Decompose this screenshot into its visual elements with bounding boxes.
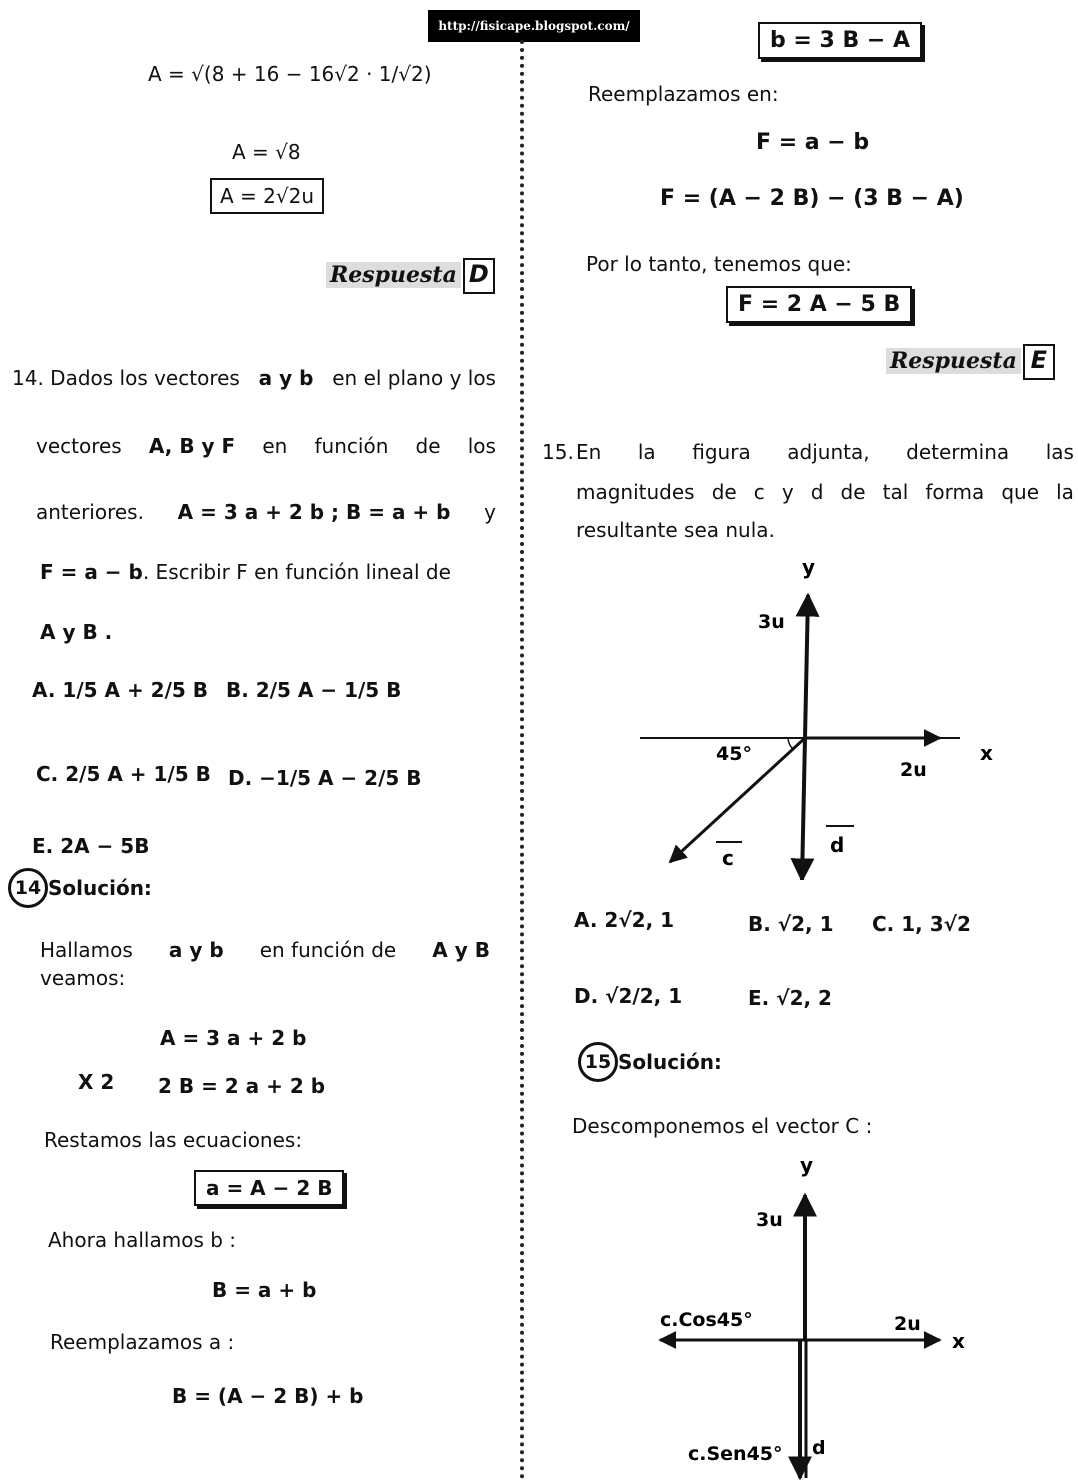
- hallamos-vecs: a y b: [168, 938, 224, 962]
- p15-option-b: B. √2, 1: [748, 912, 834, 936]
- p14-line3-eqs: A = 3 a + 2 b ; B = a + b: [177, 500, 451, 524]
- vector-3u: [805, 595, 808, 738]
- veamos: veamos:: [40, 966, 126, 990]
- eq-A: A = 3 a + 2 b: [160, 1026, 307, 1050]
- p15-word: En: [576, 440, 602, 464]
- eq-B-sub: B = (A − 2 B) + b: [172, 1384, 364, 1408]
- ahora-hallamos: Ahora hallamos b :: [48, 1228, 237, 1252]
- hallamos-line: [40, 938, 490, 962]
- fig2-sen-label: c.Sen45°: [688, 1443, 783, 1465]
- p15-word: de: [840, 480, 866, 504]
- p15-line3: resultante sea nula.: [576, 518, 775, 542]
- p14-line2-left: vectores: [36, 434, 122, 458]
- p15-number: 15.: [542, 440, 574, 464]
- vector-d: [802, 738, 805, 880]
- p14-line3-y: y: [484, 500, 496, 524]
- vector-figure-2: [640, 1150, 980, 1480]
- reemplazamos-en: Reemplazamos en:: [588, 82, 779, 106]
- hallamos-ab: A y B: [432, 938, 490, 962]
- p15-option-c: C. 1, 3√2: [872, 912, 971, 936]
- fig1-2u-label: 2u: [900, 759, 927, 781]
- p14-line5: A y B .: [40, 620, 113, 644]
- fig1-d-label: d: [830, 833, 845, 857]
- p15-word: y: [781, 480, 794, 504]
- p14-option-b: B. 2/5 A − 1/5 B: [226, 678, 402, 702]
- p15-word: determina: [906, 440, 1010, 464]
- por-lo-tanto: Por lo tanto, tenemos que:: [586, 252, 852, 276]
- respuesta-label: Respuesta: [326, 262, 461, 288]
- respuesta-e: [886, 344, 1055, 380]
- solution-14-number: 14: [8, 868, 48, 908]
- p14-line1: [12, 366, 496, 390]
- p14-option-a: A. 1/5 A + 2/5 B: [32, 678, 209, 702]
- p15-word: magnitudes: [576, 480, 695, 504]
- solution-15-heading: [578, 1042, 722, 1082]
- p14-option-c: C. 2/5 A + 1/5 B: [36, 762, 211, 786]
- p14-line3: [36, 500, 496, 524]
- eq-F: F = a − b: [756, 130, 870, 155]
- p14-line4: [40, 560, 451, 584]
- p15-line2: [576, 480, 1074, 504]
- p15-word: tal: [882, 480, 909, 504]
- eq-sqrt: A = √(8 + 16 − 16√2 · 1/√2): [148, 62, 432, 86]
- reemplazamos-a: Reemplazamos a :: [50, 1330, 235, 1354]
- p15-word: c: [753, 480, 765, 504]
- eq-b: b = 3 B − A: [770, 28, 911, 53]
- eq-a-sqrt8: A = √8: [232, 140, 301, 164]
- header-url: http://fisicape.blogspot.com/: [438, 19, 630, 33]
- p14-line2-mid: en: [262, 434, 288, 458]
- p14-line2-func: función: [314, 434, 389, 458]
- fig1-3u-label: 3u: [758, 611, 785, 633]
- eq-F-result: F = 2 A − 5 B: [738, 292, 901, 317]
- p14-line2-los: los: [467, 434, 496, 458]
- fig1-x-label: x: [980, 741, 993, 765]
- eq-F-box: [726, 286, 912, 323]
- fig1-c-label: c: [722, 846, 734, 870]
- p14-line3-left: anteriores.: [36, 500, 144, 524]
- angle-arc: [788, 738, 794, 750]
- fig1-angle-label: 45°: [716, 743, 752, 765]
- fig2-cos-label: c.Cos45°: [660, 1309, 753, 1331]
- p14-line2-vectors: A, B y F: [148, 434, 236, 458]
- hallamos-prefix: Hallamos: [40, 938, 133, 962]
- eq-B-sum: B = a + b: [212, 1278, 317, 1302]
- respuesta-label: Respuesta: [886, 348, 1021, 374]
- restamos: Restamos las ecuaciones:: [44, 1128, 303, 1152]
- p14-line4-eq: F = a − b: [40, 560, 143, 584]
- solution-15-number: 15: [578, 1042, 618, 1082]
- p15-option-e: E. √2, 2: [748, 986, 832, 1010]
- vector-figure-1: [630, 550, 1010, 880]
- p14-option-d: D. −1/5 A − 2/5 B: [228, 766, 422, 790]
- respuesta-d: [326, 258, 495, 294]
- eq-F-sub: F = (A − 2 B) − (3 B − A): [660, 186, 964, 211]
- p14-line1-suffix: en el plano y los: [332, 366, 496, 390]
- p15-option-d: D. √2/2, 1: [574, 984, 683, 1008]
- p15-word: la: [1056, 480, 1074, 504]
- fig2-x-label: x: [952, 1329, 965, 1353]
- p14-option-e: E. 2A − 5B: [32, 834, 150, 858]
- p15-word: la: [637, 440, 656, 464]
- p15-word: adjunta,: [787, 440, 870, 464]
- p15-word: las: [1045, 440, 1074, 464]
- eq-a-box: [194, 1170, 344, 1206]
- p14-line1-prefix: 14. Dados los vectores: [12, 366, 240, 390]
- p14-line4-text: . Escribir F en función lineal de: [142, 560, 451, 584]
- p14-line2: [36, 434, 496, 458]
- solution-14-heading: [8, 868, 152, 908]
- solution-15-label: Solución:: [618, 1050, 722, 1074]
- p15-word: d: [810, 480, 824, 504]
- eq-b-box: [758, 22, 922, 59]
- descomponemos: Descomponemos el vector C :: [572, 1114, 873, 1138]
- fig2-d-label: d: [812, 1437, 826, 1459]
- times-two: X 2: [78, 1070, 115, 1094]
- p15-word: figura: [692, 440, 751, 464]
- p15-option-a: A. 2√2, 1: [574, 908, 675, 932]
- eq-a: a = A − 2 B: [206, 1176, 333, 1200]
- fig2-y-label: y: [800, 1153, 814, 1177]
- p14-line1-vectors: a y b: [258, 366, 314, 390]
- column-divider: [520, 40, 524, 1480]
- fig1-y-label: y: [802, 555, 816, 579]
- fig2-3u-label: 3u: [756, 1209, 783, 1231]
- eq-2B: 2 B = 2 a + 2 b: [158, 1074, 326, 1098]
- eq-result-box: [210, 178, 324, 214]
- p15-word: de: [711, 480, 737, 504]
- solution-14-label: Solución:: [48, 876, 152, 900]
- hallamos-mid: en función de: [259, 938, 397, 962]
- p14-line2-de: de: [415, 434, 441, 458]
- respuesta-letter: D: [463, 258, 495, 294]
- p15-line1: [576, 440, 1074, 464]
- fig2-2u-label: 2u: [894, 1313, 921, 1335]
- eq-result: A = 2√2u: [220, 184, 315, 208]
- p15-word: que: [1001, 480, 1040, 504]
- header-url-banner: [428, 10, 640, 42]
- respuesta-letter: E: [1023, 344, 1055, 380]
- p15-word: forma: [925, 480, 985, 504]
